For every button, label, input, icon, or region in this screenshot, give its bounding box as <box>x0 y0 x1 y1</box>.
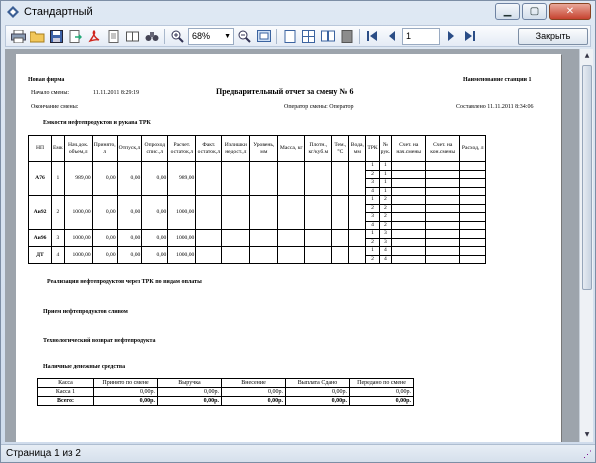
cell-empty <box>460 221 486 230</box>
cell-tank: 1 <box>52 162 65 196</box>
first-page-button[interactable] <box>364 28 381 45</box>
table-row <box>38 397 414 406</box>
cell-issued: 0,00 <box>117 162 142 196</box>
column-header: Нач.док. объем,л <box>64 136 92 162</box>
cell-empty <box>196 247 222 264</box>
cell-empty <box>349 247 366 264</box>
cell-trk: 1 <box>366 196 379 205</box>
floppy-icon <box>50 30 63 43</box>
cell-empty <box>460 196 486 205</box>
scroll-down-icon[interactable]: ▼ <box>584 431 590 438</box>
next-page-button[interactable] <box>442 28 459 45</box>
vertical-scrollbar[interactable] <box>579 49 593 442</box>
page-setup-icon <box>126 30 139 43</box>
cell-received: 0,00 <box>92 162 117 196</box>
column-header: Масса, кг <box>278 136 305 162</box>
cell-np: А76 <box>29 162 52 196</box>
cell-empty <box>222 247 250 264</box>
cell-spent: 0,00 <box>142 162 168 196</box>
open-button[interactable] <box>29 28 46 45</box>
toolbar-separator <box>276 29 277 44</box>
cell-trk: 2 <box>366 204 379 213</box>
cell-hose: 4 <box>379 255 392 264</box>
cash-table <box>37 378 414 406</box>
cash-cell: Всего: <box>38 397 94 406</box>
first-page-icon <box>367 31 378 41</box>
zoom-in-button[interactable] <box>169 28 186 45</box>
cash-cell: 0,00р. <box>158 397 222 406</box>
cell-empty <box>460 170 486 179</box>
cell-trk: 1 <box>366 162 379 171</box>
title-bar <box>1 1 595 23</box>
cell-empty <box>426 179 460 188</box>
background-icon <box>341 30 353 43</box>
cell-empty <box>460 238 486 247</box>
column-header: Отпуск,л <box>117 136 142 162</box>
column-header: Счет. на нач.смены <box>392 136 426 162</box>
cell-empty <box>426 204 460 213</box>
cash-cell: 0,00р. <box>286 388 350 397</box>
export-button[interactable] <box>67 28 84 45</box>
cell-empty <box>349 196 366 230</box>
pdf-icon <box>88 30 101 43</box>
page-info: Страница 1 из 2 <box>6 448 81 459</box>
cell-empty <box>460 255 486 264</box>
cell-empty <box>460 204 486 213</box>
cell-start: 1000,00 <box>64 247 92 264</box>
cell-hose: 3 <box>379 238 392 247</box>
toolbar-separator <box>359 29 360 44</box>
cell-empty <box>332 247 349 264</box>
column-header: Принято, л <box>92 136 117 162</box>
scroll-thumb[interactable] <box>582 65 592 290</box>
column-header: Расчет. остаток,л <box>168 136 196 162</box>
cell-empty <box>426 247 460 256</box>
binoculars-icon <box>145 30 159 42</box>
operator-label: Оператор смены: Оператор <box>284 104 354 110</box>
column-header: Принято по смене <box>94 379 158 388</box>
cell-start: 1000,00 <box>64 196 92 230</box>
cell-empty <box>196 230 222 247</box>
fit-page-icon <box>257 30 271 42</box>
table-row <box>29 230 486 239</box>
cell-hose: 2 <box>379 204 392 213</box>
column-header: Выплата Сдано <box>286 379 350 388</box>
cell-tank: 2 <box>52 196 65 230</box>
cell-hose: 3 <box>379 230 392 239</box>
cell-empty <box>392 230 426 239</box>
print-button[interactable] <box>10 28 27 45</box>
cell-trk: 3 <box>366 179 379 188</box>
cell-empty <box>349 162 366 196</box>
cell-empty <box>278 196 305 230</box>
save-button[interactable] <box>48 28 65 45</box>
multi-page-icon <box>302 30 315 43</box>
report-page <box>16 54 561 442</box>
cell-np: Аи92 <box>29 196 52 230</box>
cell-empty <box>392 213 426 222</box>
app-icon <box>7 6 19 18</box>
section-tanks-title: Емкости нефтепродуктов и рукава ТРК <box>43 120 151 126</box>
cell-tank: 3 <box>52 230 65 247</box>
export-pdf-button[interactable] <box>86 28 103 45</box>
column-header: Факт. остаток,л <box>196 136 222 162</box>
cell-start: 989,00 <box>64 162 92 196</box>
cell-empty <box>392 204 426 213</box>
cell-empty <box>250 230 278 247</box>
report-title: Предварительный отчет за смену № 6 <box>216 87 354 96</box>
cell-empty <box>392 221 426 230</box>
cell-empty <box>426 170 460 179</box>
cell-hose: 2 <box>379 221 392 230</box>
cash-cell: Касса 1 <box>38 388 94 397</box>
zoom-in-icon <box>171 30 184 43</box>
zoom-out-button[interactable] <box>236 28 253 45</box>
cell-np: ДТ <box>29 247 52 264</box>
cell-trk: 2 <box>366 170 379 179</box>
cell-empty <box>426 196 460 205</box>
cell-issued: 0,00 <box>117 196 142 230</box>
cell-received: 0,00 <box>92 196 117 230</box>
cell-hose: 1 <box>379 187 392 196</box>
cell-empty <box>392 170 426 179</box>
fit-page-button[interactable] <box>255 28 272 45</box>
single-page-button[interactable] <box>281 28 298 45</box>
column-header: Передано по смене <box>350 379 414 388</box>
page-number-input[interactable] <box>402 28 440 45</box>
cell-tank: 4 <box>52 247 65 264</box>
table-row <box>29 162 486 171</box>
cell-empty <box>305 162 332 196</box>
cell-empty <box>250 162 278 196</box>
company-name: Новая фирма <box>28 77 65 83</box>
send-button[interactable] <box>105 28 122 45</box>
table-row <box>29 196 486 205</box>
cell-calc: 1000,00 <box>168 196 196 230</box>
shift-start-label: Начало смены: <box>31 90 70 96</box>
column-header: Излишки недост.,л <box>222 136 250 162</box>
cell-empty <box>278 247 305 264</box>
maximize-icon: ▢ <box>529 6 540 17</box>
cell-hose: 2 <box>379 213 392 222</box>
cell-empty <box>426 213 460 222</box>
section-receipt-title: Прием нефтепродуктов сливом <box>43 309 128 315</box>
cell-empty <box>250 247 278 264</box>
close-report-button[interactable]: Закрыть <box>518 28 588 45</box>
next-page-icon <box>447 31 455 41</box>
cell-empty <box>426 255 460 264</box>
page-number-value: 1 <box>406 31 412 41</box>
cash-cell: 0,00р. <box>158 388 222 397</box>
document-icon <box>107 30 120 43</box>
printer-icon <box>11 30 26 43</box>
two-pages-button[interactable] <box>319 28 336 45</box>
resize-grip-icon[interactable]: ⋰ <box>583 449 592 459</box>
station-name: Наименование станции 1 <box>463 77 532 83</box>
cell-np: Аи96 <box>29 230 52 247</box>
cell-hose: 4 <box>379 247 392 256</box>
zoom-out-icon <box>238 30 251 43</box>
cell-empty <box>222 196 250 230</box>
cell-trk: 3 <box>366 213 379 222</box>
shift-end-label: Окончание смены: <box>31 104 79 110</box>
cell-empty <box>392 247 426 256</box>
cell-empty <box>392 162 426 171</box>
cash-cell: 0,00р. <box>350 397 414 406</box>
column-header: Тем., °С <box>332 136 349 162</box>
section-sales-title: Реализация нефтепродуктов через ТРК по видам оплаты <box>47 279 202 285</box>
shift-start-value: 11.11.2011 8:29:19 <box>93 90 140 96</box>
cell-calc: 1000,00 <box>168 247 196 264</box>
cell-empty <box>426 238 460 247</box>
column-header: Уровень, мм <box>250 136 278 162</box>
cell-empty <box>460 247 486 256</box>
cell-empty <box>460 179 486 188</box>
background-button[interactable] <box>338 28 355 45</box>
section-cash-title: Наличные денежные средства <box>43 364 126 370</box>
cell-received: 0,00 <box>92 247 117 264</box>
cell-issued: 0,00 <box>117 230 142 247</box>
last-page-button[interactable] <box>461 28 478 45</box>
tanks-table <box>28 135 486 264</box>
created-label: Составлено 11.11.2011 8:34:06 <box>456 104 534 110</box>
single-page-icon <box>284 30 296 43</box>
window-title: Стандартный <box>24 6 93 18</box>
cell-spent: 0,00 <box>142 247 168 264</box>
cell-trk: 2 <box>366 255 379 264</box>
cell-empty <box>278 230 305 247</box>
cell-empty <box>305 196 332 230</box>
cell-trk: 4 <box>366 221 379 230</box>
cell-empty <box>278 162 305 196</box>
section-return-title: Технологический возврат нефтепродукта <box>43 338 156 344</box>
prev-page-icon <box>388 31 396 41</box>
cell-empty <box>305 247 332 264</box>
cash-cell: 0,00р. <box>222 397 286 406</box>
minimize-icon: ▁ <box>503 6 512 17</box>
cell-hose: 1 <box>379 179 392 188</box>
cell-issued: 0,00 <box>117 247 142 264</box>
cash-cell: 0,00р. <box>350 388 414 397</box>
zoom-select[interactable] <box>188 28 234 45</box>
cell-empty <box>196 196 222 230</box>
report-preview-area[interactable] <box>5 49 579 442</box>
cell-empty <box>332 196 349 230</box>
cell-empty <box>426 162 460 171</box>
cell-empty <box>332 230 349 247</box>
cell-empty <box>332 162 349 196</box>
cash-cell: 0,00р. <box>286 397 350 406</box>
column-header: ТРК <box>366 136 379 162</box>
toolbar-separator <box>164 29 165 44</box>
column-header: Касса <box>38 379 94 388</box>
cell-spent: 0,00 <box>142 196 168 230</box>
find-button[interactable] <box>143 28 160 45</box>
prev-page-button[interactable] <box>383 28 400 45</box>
cell-trk: 2 <box>366 238 379 247</box>
cell-empty <box>392 255 426 264</box>
status-bar <box>1 444 595 462</box>
cell-trk: 1 <box>366 247 379 256</box>
minimize-button[interactable] <box>495 3 520 20</box>
cell-empty <box>460 162 486 171</box>
cell-calc: 989,00 <box>168 162 196 196</box>
cell-empty <box>349 230 366 247</box>
cell-empty <box>460 213 486 222</box>
cell-trk: 4 <box>366 187 379 196</box>
cash-cell: 0,00р. <box>94 397 158 406</box>
cell-empty <box>196 162 222 196</box>
cell-hose: 1 <box>379 162 392 171</box>
cell-spent: 0,00 <box>142 230 168 247</box>
column-header: Внесение <box>222 379 286 388</box>
column-header: Вода, мм <box>349 136 366 162</box>
column-header: Выручка <box>158 379 222 388</box>
cell-empty <box>392 187 426 196</box>
page-setup-button[interactable] <box>124 28 141 45</box>
cell-trk: 1 <box>366 230 379 239</box>
cell-empty <box>222 162 250 196</box>
cell-empty <box>460 230 486 239</box>
cell-start: 1000,00 <box>64 230 92 247</box>
column-header: НП <box>29 136 52 162</box>
scroll-up-icon[interactable]: ▲ <box>584 52 590 59</box>
cell-empty <box>392 179 426 188</box>
folder-icon <box>30 30 45 43</box>
cash-cell: 0,00р. <box>94 388 158 397</box>
cell-empty <box>305 230 332 247</box>
column-header: Опроход спис.,л <box>142 136 168 162</box>
cell-empty <box>426 187 460 196</box>
close-icon: ✕ <box>565 6 575 17</box>
cell-empty <box>460 187 486 196</box>
column-header: Расход, л <box>460 136 486 162</box>
zoom-value: 68% <box>192 31 211 41</box>
cell-empty <box>222 230 250 247</box>
cash-cell: 0,00р. <box>222 388 286 397</box>
multi-page-button[interactable] <box>300 28 317 45</box>
cell-received: 0,00 <box>92 230 117 247</box>
column-header: Плотн., кг/куб.м <box>305 136 332 162</box>
table-row <box>38 388 414 397</box>
last-page-icon <box>464 31 475 41</box>
export-icon <box>69 30 82 43</box>
chevron-down-icon: ▼ <box>224 32 231 40</box>
close-window-button[interactable] <box>549 3 591 20</box>
cell-calc: 1000,00 <box>168 230 196 247</box>
cell-empty <box>426 230 460 239</box>
column-header: Емк <box>52 136 65 162</box>
two-pages-icon <box>321 30 335 43</box>
column-header: № рук. <box>379 136 392 162</box>
cell-empty <box>426 221 460 230</box>
maximize-button[interactable] <box>522 3 547 20</box>
cell-empty <box>392 196 426 205</box>
toolbar <box>5 25 591 47</box>
column-header: Счет. на кон.смены <box>426 136 460 162</box>
cell-empty <box>250 196 278 230</box>
table-row <box>29 247 486 256</box>
cell-empty <box>392 238 426 247</box>
cell-hose: 2 <box>379 196 392 205</box>
cell-hose: 1 <box>379 170 392 179</box>
